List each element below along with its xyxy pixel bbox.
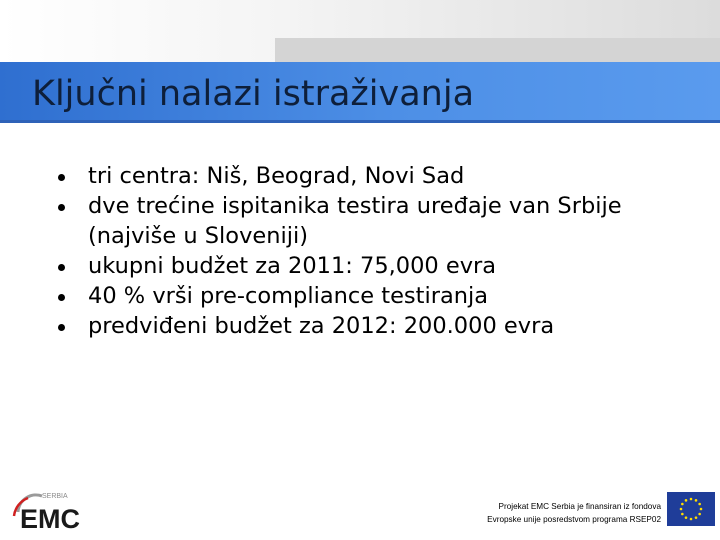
bullet-text: predviđeni budžet za 2012: 200.000 evra xyxy=(88,313,555,339)
slide-title: Ključni nalazi istraživanja xyxy=(32,74,475,114)
bullet-text: ukupni budžet za 2011: 75,000 evra xyxy=(88,253,497,279)
header-gray-block xyxy=(275,38,720,62)
bullet-text: 40 % vrši pre-compliance testiranja xyxy=(88,283,489,309)
bullet-item xyxy=(56,251,656,281)
bullet-dot-icon xyxy=(58,324,65,331)
bullet-list xyxy=(56,161,656,341)
eu-star-icon xyxy=(695,516,698,519)
bullet-dot-icon xyxy=(58,174,65,181)
eu-star-icon xyxy=(690,498,693,501)
bullet-text: dve trećine ispitanika testira uređaje van Srbije (najviše u Sloveniji) xyxy=(88,193,622,249)
eu-star-icon xyxy=(698,513,701,516)
eu-star-icon xyxy=(681,513,684,516)
bullet-item xyxy=(56,191,656,251)
logo-emc-text: EMC xyxy=(20,504,80,532)
bullet-item xyxy=(56,311,656,341)
emc-serbia-logo-icon xyxy=(12,488,102,532)
eu-flag-icon xyxy=(667,492,715,526)
eu-star-icon xyxy=(695,499,698,502)
eu-star-icon xyxy=(700,508,703,511)
eu-star-icon xyxy=(680,508,683,511)
funding-note xyxy=(456,500,661,526)
eu-star-icon xyxy=(681,503,684,506)
funding-note-line1: Projekat EMC Serbia je finansiran iz fondova xyxy=(498,502,661,511)
eu-star-icon xyxy=(685,499,688,502)
logo-serbia-text: SERBIA xyxy=(42,493,68,500)
bullet-text: tri centra: Niš, Beograd, Novi Sad xyxy=(88,163,465,189)
eu-star-icon xyxy=(690,518,693,521)
eu-flag-background xyxy=(667,492,715,526)
bullet-item xyxy=(56,281,656,311)
funding-note-line2: Evropske unije posredstvom programa RSEP02 xyxy=(487,515,661,524)
bullet-item xyxy=(56,161,656,191)
bullet-dot-icon xyxy=(58,204,65,211)
title-underline xyxy=(0,120,720,123)
bullet-dot-icon xyxy=(58,294,65,301)
eu-star-icon xyxy=(698,503,701,506)
eu-star-icon xyxy=(685,516,688,519)
bullet-dot-icon xyxy=(58,264,65,271)
